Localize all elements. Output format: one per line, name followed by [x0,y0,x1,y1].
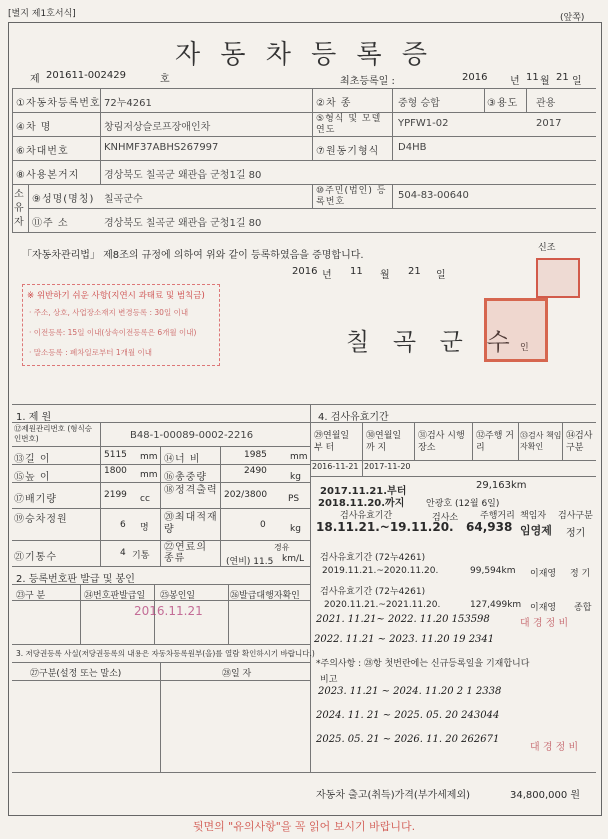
insp7-handwritten: 2023. 11.21 ~ 2024. 11.20 2 1 2338 [318,686,502,697]
address-label: ⑪주 소 [32,218,69,229]
first-reg-label: 최초등록일 : [340,76,395,87]
official-seal [484,298,548,362]
notice-title: ※ 위반하기 쉬운 사항(지연시 과태료 및 범칙금) [27,291,205,301]
inspect-col-place: ㉛검사 시행장소 [418,431,465,453]
cert-month: 11 [350,266,363,277]
reg-number-value: 72누4261 [104,98,152,109]
cylinders-unit: 기통 [132,551,150,561]
max-load-value: 0 [260,520,266,530]
address-value: 경상북도 칠곡군 왜관읍 군청1길 80 [104,218,262,229]
page-side: (앞쪽) [560,13,585,23]
insp3-type: 정 기 [570,569,591,579]
insp2-km-label: 주행거리 [480,511,515,521]
displacement-unit: cc [140,494,150,504]
height-label: ⑮높 이 [14,472,51,483]
inspect-col-resp: ㉝검사 책임자확인 [520,431,562,451]
inspect-col-from: ㉙연월일 부 터 [314,431,350,453]
insp1-place: 안광호 (12월 6일) [426,499,500,509]
inspect-row1-to: 2017-11-20 [364,462,411,471]
notice-line-2: · 이전등록: 15일 이내(상속이전등록은 6개월 이내) [29,328,197,337]
small-seal [536,258,580,298]
height-unit: mm [140,470,158,480]
displacement-label: ⑰배기량 [14,494,57,505]
plate-col-issue: ㉔번호판발급일 [84,591,146,601]
length-value: 5115 [104,450,127,460]
owner-label: 소유자 [14,189,25,228]
inspect-col-km: ㉜주행 거리 [476,431,514,453]
insp2-type-label: 검사구분 [558,511,593,521]
model-year: 2017 [536,118,562,129]
document-title: 자 동 차 등 록 증 [174,40,434,70]
notice-line-1: · 주소, 상호, 사업장소재지 변경등록 : 30일 이내 [29,308,189,317]
power-label: ⑱정격출력 [164,485,218,496]
insp9-stamp: 대 경 정 비 [530,742,579,753]
price-label: 자동차 출고(취득)가격(부가세제외) [316,790,471,801]
plate-col-seal: ㉕봉인일 [160,591,196,601]
cert-text: 「자동차관리법」 제8조의 규정에 의하여 위와 같이 등록하였음을 증명합니다. [22,250,364,261]
insp5-handwritten: 2021. 11.21~ 2022. 11.20 153598 [316,614,490,625]
insp4-period: 2020.11.21.~2021.11.20. [324,600,441,610]
fuel-efficiency-unit: km/L [282,554,305,564]
base-label: ⑧사용본거지 [16,170,80,181]
power-value: 202/3800 [224,490,268,500]
cert-nyeon: 년 [322,270,332,281]
cylinders-value: 4 [120,548,126,558]
width-unit: mm [290,452,308,462]
first-reg-wol: 월 [540,76,550,87]
first-reg-nyeon: 년 [510,76,520,87]
gross-weight-unit: kg [290,472,301,482]
insp3-head: 검사유효기간 (72누4261) [320,553,426,563]
insp3-km: 99,594km [470,566,516,576]
form-number: [별지 제1호서식] [8,9,76,19]
insp1-period2: 2018.11.20.까지 [318,498,405,509]
certificate-frame [8,22,602,816]
id-number-label: ⑩주민(법인) 등록번호 [316,186,387,207]
spec-title: 1. 제 원 [16,412,52,423]
insp4-name: 이재영 [530,603,557,613]
usage-label: ③용도 [487,98,519,109]
insp8-handwritten: 2024. 11. 21 ~ 2025. 05. 20 243044 [316,710,500,721]
spec-mgmt-label: ⑫제원관리번호 (형식승인번호) [14,424,93,443]
fuel-efficiency: (연비) 11.5 [226,557,274,567]
engine-label: ⑦원동기형식 [316,146,380,157]
inspect-col-type: ㉞검사 구분 [566,431,593,453]
vehicle-type-label: ②차 종 [316,98,352,109]
first-reg-month: 11 [526,72,539,83]
capacity-label: ⑲승차정원 [14,514,68,525]
plate-title: 2. 등록번호판 발급 및 봉인 [16,574,135,585]
insp3-period: 2019.11.21.~2020.11.20. [322,566,439,576]
cylinders-label: ㉑기통수 [14,552,57,563]
inspect-note: *주의사항 : ㉘항 첫번란에는 신규등록일을 기재합니다 [316,659,530,669]
insp4-head: 검사유효기간 (72누4261) [320,587,426,597]
owner-name-label: ⑨성명(명칭) [32,194,95,205]
footer-notice: 뒷면의 "유의사항"을 꼭 읽어 보시기 바랍니다. [192,820,416,833]
mortgage-col-type: ㉗구분(설정 또는 말소) [30,669,122,679]
insp3-name: 이재영 [530,569,557,579]
width-label: ⑭너 비 [164,454,201,465]
power-unit: PS [288,494,300,504]
spec-mgmt-value: B48-1-00089-0002-2216 [130,430,254,441]
model-label: ⑤형식 및 모델연도 [316,114,382,135]
plate-stamp-date: 2016.11.21 [134,604,203,618]
mortgage-title: 3. 저당권등록 사실(저당권등록의 내용은 자동차등록원부(을)를 열람 확인하시기 바랍니다.) [16,649,315,658]
vin-value: KNHMF37ABHS267997 [104,142,219,153]
car-name-value: 창림저상슬로프장애인차 [104,122,211,133]
notice-line-3: · 말소등록 : 폐차일로부터 1개월 이내 [29,348,153,357]
issuer-seal-in: 인 [520,343,529,353]
insp2-head: 검사유효기간 [340,511,393,521]
max-load-label: ⑳최대적재량 [164,512,218,535]
cert-year: 2016 [292,266,318,277]
issuer-name: 칠 곡 군 수 [346,328,518,356]
insp1-period: 2017.11.21.부터 [320,486,407,497]
model-value: YPFW1-02 [398,118,449,129]
insp2-period: 18.11.21.~19.11.20. [316,520,454,534]
first-reg-il: 일 [572,76,582,87]
insp4-type: 종합 [574,603,592,613]
insp2-km: 64,938 [466,520,513,534]
capacity-unit: 명 [140,523,149,533]
vehicle-type-value: 중형 승합 [398,98,440,109]
sinjo-label: 신조 [538,243,556,253]
cert-il: 일 [436,270,446,281]
inspect-col-to: ㉚연월일 까 지 [366,431,402,453]
insp2-resp-label: 책임자 [520,511,547,521]
insp5-stamp: 대 경 정 비 [520,618,569,629]
insp9-handwritten: 2025. 05. 21 ~ 2026. 11. 20 262671 [316,734,500,745]
inspect-note-remark: 비고 [320,675,338,685]
usage-value: 관용 [536,98,556,109]
gross-weight-label: ⑯총중량 [164,472,207,483]
price-value: 34,800,000 원 [510,790,581,801]
insp2-name: 임영제 [520,524,552,537]
engine-value: D4HB [398,142,427,153]
mortgage-col-date: ㉘일 자 [222,669,252,679]
capacity-value: 6 [120,520,126,530]
displacement-value: 2199 [104,490,127,500]
insp4-km: 127,499km [470,600,522,610]
base-value: 경상북도 칠곡군 왜관읍 군청1길 80 [104,170,262,181]
reg-no-label: 제 [30,74,40,85]
reg-no: 201611-002429 [46,70,126,81]
first-reg-year: 2016 [462,72,488,83]
max-load-unit: kg [290,524,301,534]
width-value: 1985 [244,450,267,460]
owner-name-value: 칠곡군수 [104,194,143,205]
id-number-value: 504-83-00640 [398,190,469,201]
insp2-place: 검사소 [432,513,459,523]
plate-col-type: ㉓구 분 [16,591,46,601]
insp2-type: 정기 [566,528,586,539]
notice-box [22,284,220,366]
insp1-km: 29,163km [476,480,527,491]
first-reg-day: 21 [556,72,569,83]
reg-number-label: ①자동차등록번호 [16,98,101,109]
insp6-handwritten: 2022. 11.21 ~ 2023. 11.20 19 2341 [314,634,495,645]
reg-ho: 호 [160,74,170,85]
height-value: 1800 [104,466,127,476]
vin-label: ⑥차대번호 [16,146,69,157]
fuel-label: ㉒연료의 종류 [164,542,207,564]
car-name-label: ④차 명 [16,122,52,133]
plate-col-agent: ㉖발급대행자확인 [230,591,300,601]
cert-wol: 월 [380,270,390,281]
fuel-value: 경유 [274,543,290,552]
length-unit: mm [140,452,158,462]
length-label: ⑬길 이 [14,454,51,465]
cert-day: 21 [408,266,421,277]
gross-weight-value: 2490 [244,466,267,476]
inspect-title: 4. 검사유효기간 [318,412,389,423]
inspect-row1-from: 2016-11-21 [312,462,359,471]
